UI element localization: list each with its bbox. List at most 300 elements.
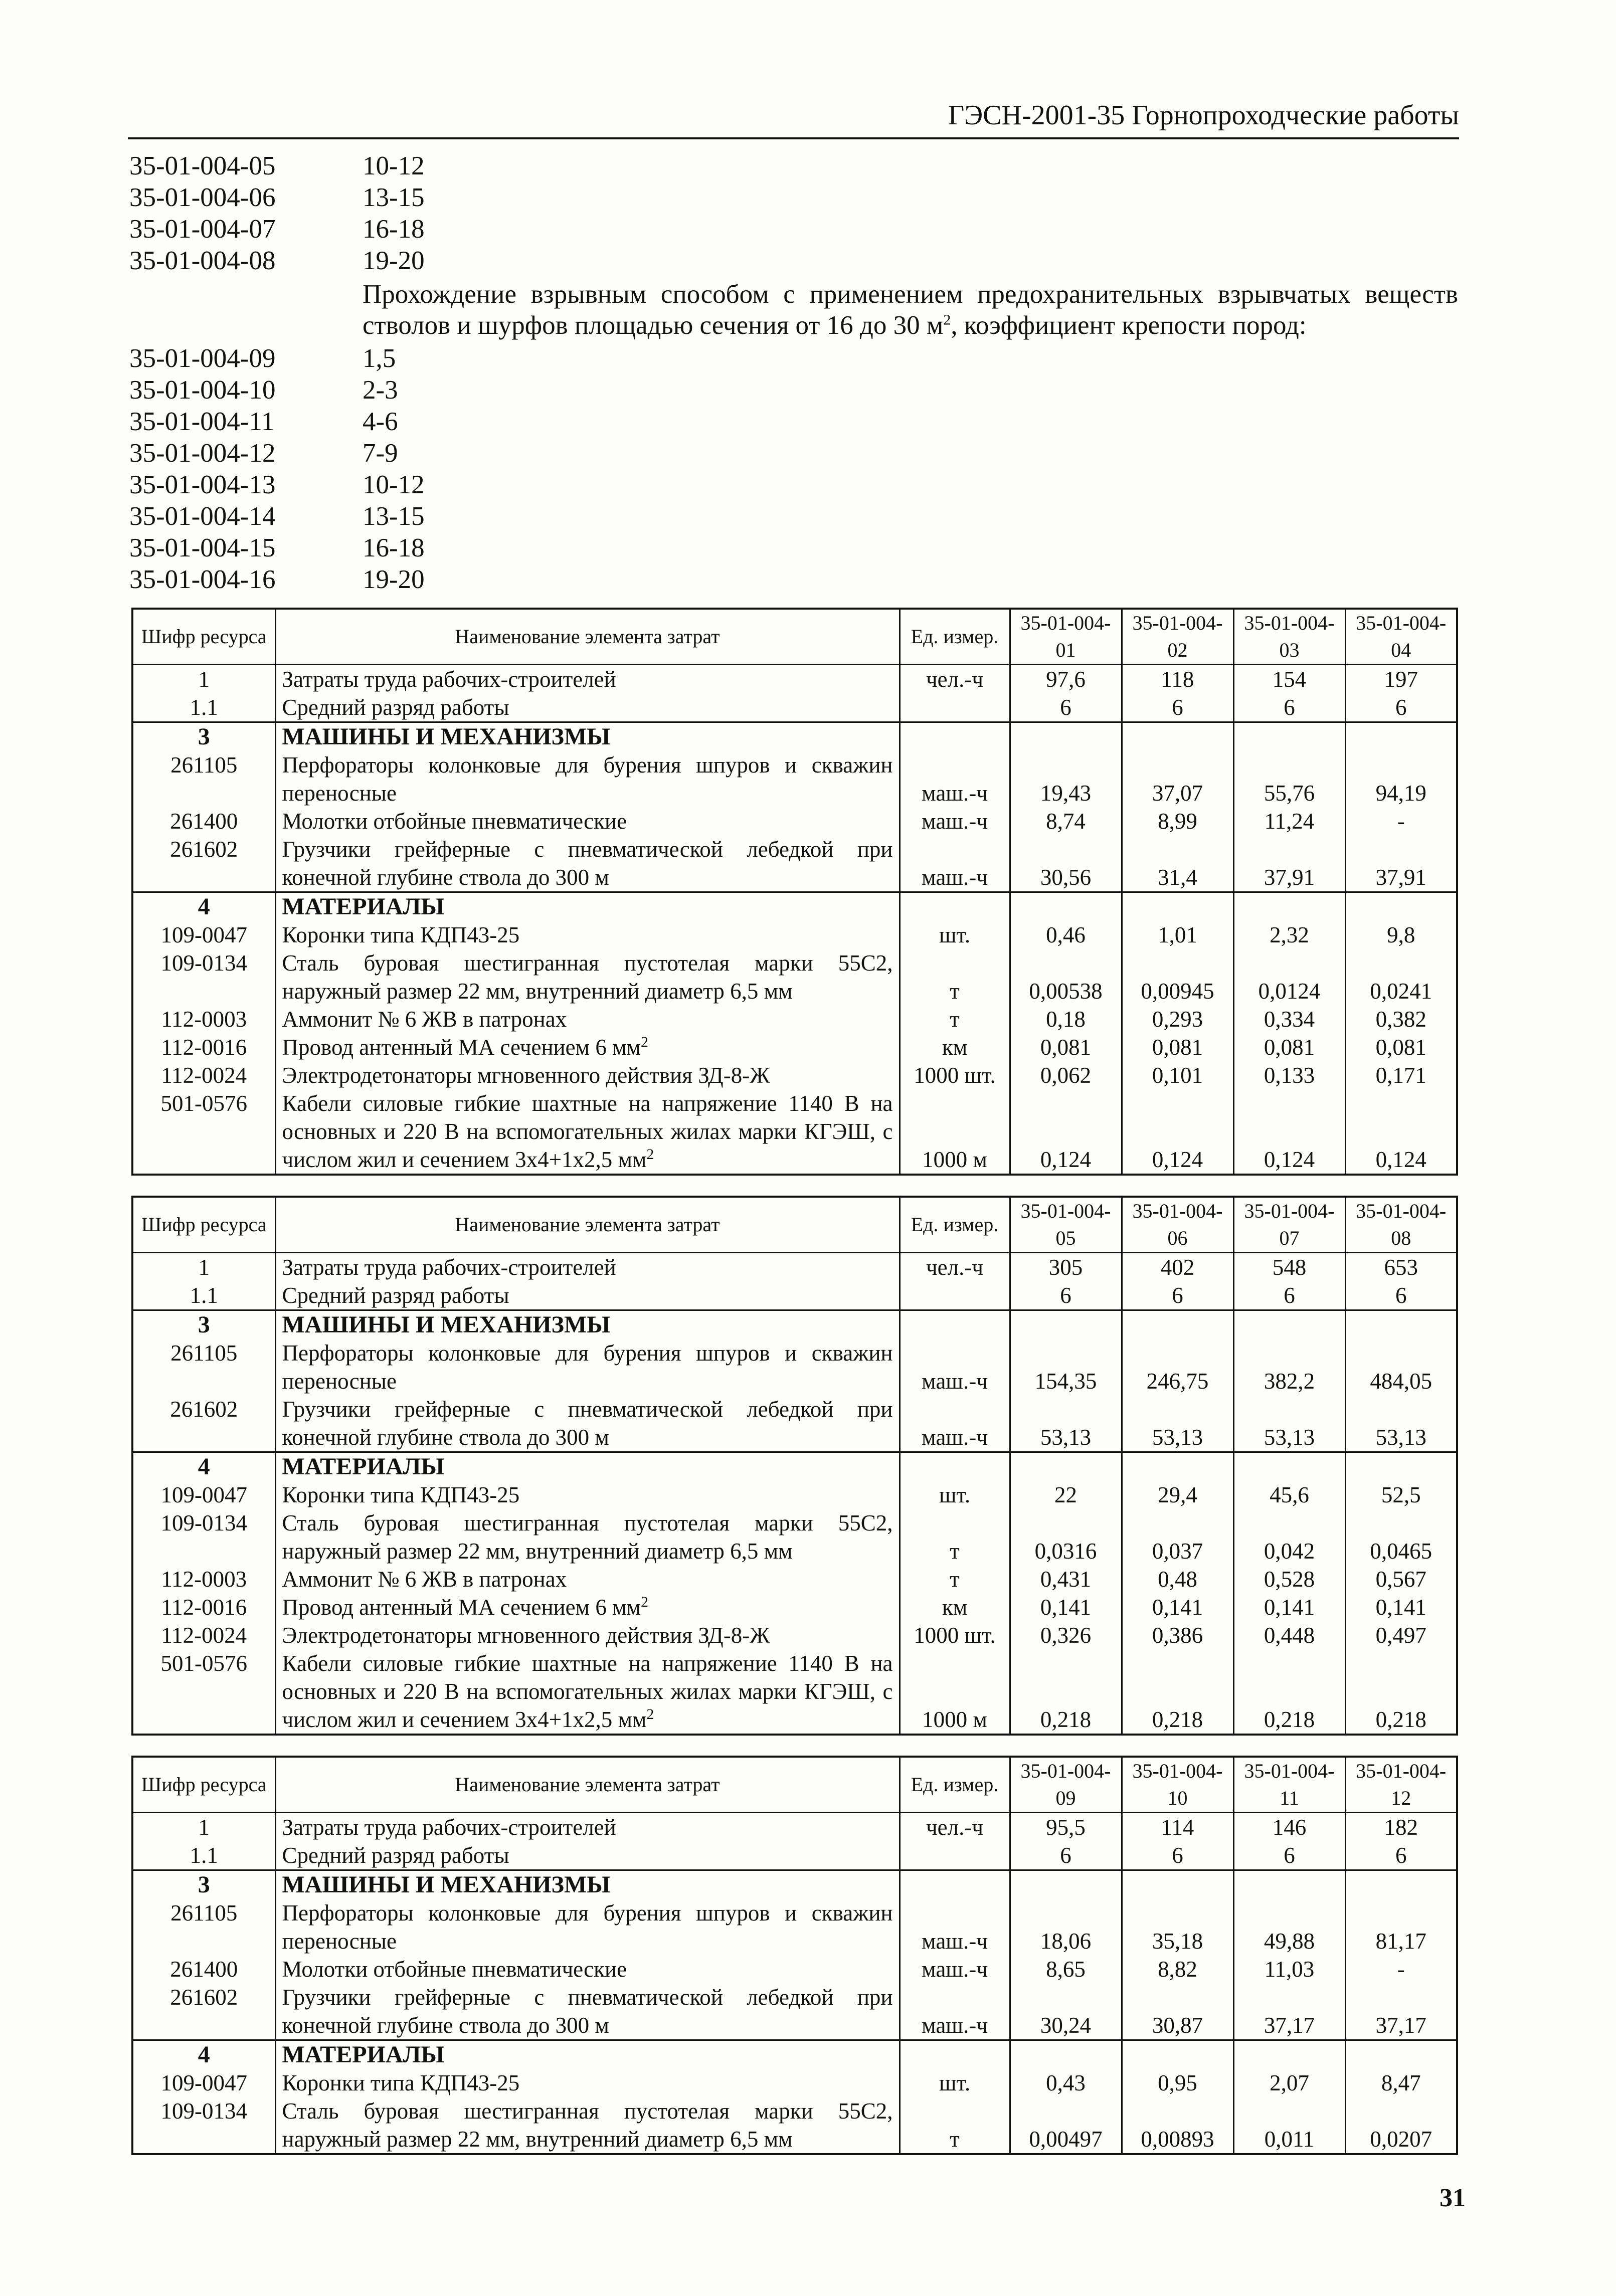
row-value: 0,293 <box>1122 1005 1233 1033</box>
table-row <box>132 1593 1457 1621</box>
row-value: 18,06 <box>1010 1899 1122 1955</box>
row-name-text: Молотки отбойные пневматические <box>282 809 627 834</box>
row-unit: маш.-ч <box>900 1339 1010 1395</box>
row-value: 0,124 <box>1122 1089 1233 1175</box>
header-norm-code: 35-01-004-11 <box>1233 1757 1345 1813</box>
row-value: 55,76 <box>1233 751 1345 807</box>
row-unit: т <box>900 1565 1010 1593</box>
row-name <box>275 1955 900 1983</box>
row-name-text: Кабели силовые гибкие шахтные на напряжение 1140 В на основных и 220 В на вспомогательных жилах марки КГЭШ, с числом жил и сечением 3х4+1х2,5 мм <box>282 1091 893 1172</box>
code-value: 35-01-004-13 <box>129 470 276 499</box>
row-value: 182 <box>1345 1813 1457 1842</box>
code-value: 35-01-004-15 <box>129 533 276 562</box>
row-value: 1,01 <box>1122 921 1233 949</box>
row-value: 0,062 <box>1010 1061 1122 1089</box>
row-value <box>1345 892 1457 921</box>
row-value: 305 <box>1010 1253 1122 1282</box>
header-norm-code: 35-01-004-04 <box>1345 609 1457 665</box>
row-value <box>1233 1310 1345 1340</box>
row-unit: маш.-ч <box>900 835 1010 892</box>
row-name-text: МАШИНЫ И МЕХАНИЗМЫ <box>282 1311 611 1338</box>
row-name-text: Коронки типа КДП43-25 <box>282 1482 520 1507</box>
row-value: 0,567 <box>1345 1565 1457 1593</box>
row-value: 6 <box>1122 1281 1233 1310</box>
row-name <box>275 1983 900 2040</box>
row-value: 402 <box>1122 1253 1233 1282</box>
row-unit: маш.-ч <box>900 1899 1010 1955</box>
row-name <box>275 1509 900 1565</box>
row-value <box>1010 2040 1122 2069</box>
header-norm-code: 35-01-004-07 <box>1233 1197 1345 1253</box>
row-value: 0,43 <box>1010 2069 1122 2097</box>
row-value: 11,03 <box>1233 1955 1345 1983</box>
row-value: 6 <box>1233 1841 1345 1870</box>
row-code: 261602 <box>132 1983 275 2040</box>
row-code: 109-0134 <box>132 2097 275 2154</box>
table-row <box>132 1621 1457 1649</box>
row-code: 4 <box>132 1452 275 1481</box>
row-value: 0,448 <box>1233 1621 1345 1649</box>
row-unit: чел.-ч <box>900 1253 1010 1282</box>
row-value <box>1345 722 1457 751</box>
resource-table-3 <box>131 1756 1458 2155</box>
row-unit: шт. <box>900 1481 1010 1509</box>
row-unit <box>900 1310 1010 1340</box>
row-value: - <box>1345 807 1457 835</box>
table-row <box>132 1955 1457 1983</box>
table-row <box>132 921 1457 949</box>
row-value: 6 <box>1345 693 1457 722</box>
row-unit: 1000 м <box>900 1089 1010 1175</box>
row-code: 261602 <box>132 835 275 892</box>
table-header-row <box>132 1197 1457 1253</box>
row-value <box>1122 1870 1233 1899</box>
row-name-text: Средний разряд работы <box>282 695 509 720</box>
code-range: 10-12 <box>363 151 425 180</box>
header-norm-code: 35-01-004-02 <box>1122 609 1233 665</box>
row-name-text: Электродетонаторы мгновенного действия ЗД-8-Ж <box>282 1063 770 1088</box>
header-code: Шифр ресурса <box>132 1757 275 1813</box>
row-name-text: Затраты труда рабочих-строителей <box>282 1815 616 1840</box>
row-value <box>1233 892 1345 921</box>
row-name-text: Грузчики грейферные с пневматической лебедкой при конечной глубине ствола до 300 м <box>282 1397 893 1450</box>
row-value: 0,124 <box>1345 1089 1457 1175</box>
table-row <box>132 1033 1457 1061</box>
row-value: 0,00893 <box>1122 2097 1233 2154</box>
row-value: 0,386 <box>1122 1621 1233 1649</box>
row-code: 3 <box>132 722 275 751</box>
row-unit: шт. <box>900 2069 1010 2097</box>
row-unit: шт. <box>900 921 1010 949</box>
row-code: 261602 <box>132 1395 275 1452</box>
header-name: Наименование элемента затрат <box>275 1197 900 1253</box>
row-value: 0,497 <box>1345 1621 1457 1649</box>
row-value: 0,00497 <box>1010 2097 1122 2154</box>
row-value: 382,2 <box>1233 1339 1345 1395</box>
row-name <box>275 1395 900 1452</box>
row-value: 94,19 <box>1345 751 1457 807</box>
table-row <box>132 949 1457 1005</box>
row-value: 37,17 <box>1233 1983 1345 2040</box>
row-name <box>275 1870 900 1899</box>
header-code: Шифр ресурса <box>132 1197 275 1253</box>
row-code: 1 <box>132 1253 275 1282</box>
row-value <box>1010 1870 1122 1899</box>
row-code: 4 <box>132 2040 275 2069</box>
row-name <box>275 1281 900 1310</box>
row-name-text: МАТЕРИАЛЫ <box>282 2041 445 2068</box>
row-unit: маш.-ч <box>900 1395 1010 1452</box>
row-code: 112-0016 <box>132 1033 275 1061</box>
row-value: 81,17 <box>1345 1899 1457 1955</box>
row-code: 112-0016 <box>132 1593 275 1621</box>
row-code: 261105 <box>132 1899 275 1955</box>
row-code: 501-0576 <box>132 1089 275 1175</box>
row-value: 30,87 <box>1122 1983 1233 2040</box>
code-range: 13-15 <box>363 502 425 531</box>
row-value: 53,13 <box>1345 1395 1457 1452</box>
row-name <box>275 693 900 722</box>
row-name-sup: 2 <box>641 1594 649 1610</box>
row-value <box>1122 1452 1233 1481</box>
row-name <box>275 1310 900 1340</box>
table-row <box>132 1841 1457 1870</box>
code-value: 35-01-004-06 <box>129 183 276 212</box>
row-value: 2,32 <box>1233 921 1345 949</box>
row-code: 1 <box>132 1813 275 1842</box>
row-value <box>1233 1452 1345 1481</box>
row-unit <box>900 722 1010 751</box>
row-code: 1.1 <box>132 693 275 722</box>
row-value <box>1233 722 1345 751</box>
header-unit: Ед. измер. <box>900 1197 1010 1253</box>
code-value: 35-01-004-14 <box>129 502 276 531</box>
header-code: Шифр ресурса <box>132 609 275 665</box>
row-name-text: Грузчики грейферные с пневматической лебедкой при конечной глубине ствола до 300 м <box>282 1985 893 2038</box>
row-value: 0,0124 <box>1233 949 1345 1005</box>
row-code: 109-0047 <box>132 2069 275 2097</box>
code-row <box>129 438 1458 469</box>
row-value <box>1010 1452 1122 1481</box>
row-value: 31,4 <box>1122 835 1233 892</box>
row-code: 109-0134 <box>132 1509 275 1565</box>
row-value: 0,18 <box>1010 1005 1122 1033</box>
row-value: 6 <box>1122 1841 1233 1870</box>
row-value: 0,0316 <box>1010 1509 1122 1565</box>
row-code: 109-0047 <box>132 921 275 949</box>
row-value: 45,6 <box>1233 1481 1345 1509</box>
code-list <box>129 150 1458 596</box>
row-name <box>275 2069 900 2097</box>
row-name <box>275 1452 900 1481</box>
code-range: 4-6 <box>363 407 398 436</box>
code-list-group-1 <box>129 150 1458 277</box>
row-name <box>275 1005 900 1033</box>
row-name-text: МАШИНЫ И МЕХАНИЗМЫ <box>282 1871 611 1898</box>
code-row <box>129 214 1458 245</box>
row-unit <box>900 1870 1010 1899</box>
row-value <box>1010 1310 1122 1340</box>
row-name-text: Аммонит № 6 ЖВ в патронах <box>282 1007 567 1032</box>
resource-table-1 <box>131 608 1458 1176</box>
code-row <box>129 406 1458 438</box>
row-value <box>1345 1452 1457 1481</box>
row-code: 261400 <box>132 1955 275 1983</box>
row-name <box>275 1593 900 1621</box>
row-value: 154,35 <box>1010 1339 1122 1395</box>
table-row <box>132 807 1457 835</box>
table-row <box>132 1005 1457 1033</box>
code-range: 16-18 <box>363 215 425 244</box>
row-code: 1 <box>132 665 275 694</box>
row-name <box>275 1339 900 1395</box>
row-value: 0,081 <box>1345 1033 1457 1061</box>
row-value <box>1345 2040 1457 2069</box>
row-value: 95,5 <box>1010 1813 1122 1842</box>
code-value: 35-01-004-05 <box>129 151 276 180</box>
row-name-text: Затраты труда рабочих-строителей <box>282 667 616 692</box>
row-code: 261105 <box>132 751 275 807</box>
row-value: 0,037 <box>1122 1509 1233 1565</box>
row-unit: маш.-ч <box>900 1955 1010 1983</box>
header-norm-code: 35-01-004-01 <box>1010 609 1122 665</box>
row-value: 0,46 <box>1010 921 1122 949</box>
code-value: 35-01-004-10 <box>129 375 276 405</box>
code-range: 2-3 <box>363 375 398 405</box>
row-value: 0,00945 <box>1122 949 1233 1005</box>
row-code: 1.1 <box>132 1841 275 1870</box>
table-row <box>132 1565 1457 1593</box>
row-code: 261400 <box>132 807 275 835</box>
row-value: 6 <box>1122 693 1233 722</box>
row-code: 3 <box>132 1310 275 1340</box>
row-value: 6 <box>1345 1281 1457 1310</box>
code-row <box>129 245 1458 277</box>
row-unit: чел.-ч <box>900 665 1010 694</box>
row-value: 0,528 <box>1233 1565 1345 1593</box>
row-value <box>1122 2040 1233 2069</box>
row-name-text: Коронки типа КДП43-25 <box>282 2070 520 2095</box>
code-value: 35-01-004-12 <box>129 439 276 468</box>
row-value: 0,081 <box>1010 1033 1122 1061</box>
row-value: 6 <box>1233 1281 1345 1310</box>
row-value: 0,00538 <box>1010 949 1122 1005</box>
row-value: 197 <box>1345 665 1457 694</box>
row-value: 37,17 <box>1345 1983 1457 2040</box>
row-name-text: Провод антенный МА сечением 6 мм <box>282 1595 641 1620</box>
row-value: 484,05 <box>1345 1339 1457 1395</box>
row-value: 0,382 <box>1345 1005 1457 1033</box>
row-value: 8,65 <box>1010 1955 1122 1983</box>
header-norm-code: 35-01-004-12 <box>1345 1757 1457 1813</box>
row-value: 146 <box>1233 1813 1345 1842</box>
row-name <box>275 835 900 892</box>
code-row <box>129 150 1458 182</box>
row-value: 0,141 <box>1122 1593 1233 1621</box>
row-value: 0,431 <box>1010 1565 1122 1593</box>
section-row <box>132 722 1457 751</box>
row-value: 0,141 <box>1345 1593 1457 1621</box>
table-row <box>132 1899 1457 1955</box>
row-value: 0,133 <box>1233 1061 1345 1089</box>
row-code: 112-0024 <box>132 1061 275 1089</box>
code-value: 35-01-004-11 <box>129 407 275 436</box>
row-value <box>1233 2040 1345 2069</box>
row-name-text: Коронки типа КДП43-25 <box>282 922 520 947</box>
code-range: 13-15 <box>363 183 425 212</box>
section-row <box>132 892 1457 921</box>
header-name: Наименование элемента затрат <box>275 1757 900 1813</box>
table-row <box>132 1983 1457 2040</box>
table-row <box>132 1481 1457 1509</box>
table-row <box>132 1509 1457 1565</box>
code-row <box>129 501 1458 532</box>
row-code: 501-0576 <box>132 1649 275 1735</box>
row-name-text: Сталь буровая шестигранная пустотелая марки 55С2, наружный размер 22 мм, внутренний диаметр 6,5 мм <box>282 950 893 1004</box>
row-value: 0,218 <box>1345 1649 1457 1735</box>
row-value: 53,13 <box>1010 1395 1122 1452</box>
row-value: 8,82 <box>1122 1955 1233 1983</box>
row-name <box>275 1061 900 1089</box>
row-value: 35,18 <box>1122 1899 1233 1955</box>
row-value: 49,88 <box>1233 1899 1345 1955</box>
code-row <box>129 564 1458 596</box>
row-code: 4 <box>132 892 275 921</box>
row-code: 3 <box>132 1870 275 1899</box>
section-description: Прохождение взрывным способом с применением предохранительных взрывчатых веществ стволов и шурфов площадью сечения от 16 до 30 $м^2$, коэффициент крепости пород: <box>363 280 1458 340</box>
row-value: 0,124 <box>1233 1089 1345 1175</box>
row-name-text: Перфораторы колонковые для бурения шпуров и скважин переносные <box>282 1341 893 1394</box>
row-code: 261105 <box>132 1339 275 1395</box>
row-name-text: Сталь буровая шестигранная пустотелая марки 55С2, наружный размер 22 мм, внутренний диаметр 6,5 мм <box>282 2098 893 2152</box>
code-range: 10-12 <box>363 470 425 499</box>
row-unit: т <box>900 2097 1010 2154</box>
row-name <box>275 1033 900 1061</box>
row-value: 8,74 <box>1010 807 1122 835</box>
row-name <box>275 722 900 751</box>
code-range: 19-20 <box>363 246 425 275</box>
row-value: 0,0465 <box>1345 1509 1457 1565</box>
header-norm-code: 35-01-004-08 <box>1345 1197 1457 1253</box>
row-name-sup: 2 <box>646 1706 654 1723</box>
row-value: 37,07 <box>1122 751 1233 807</box>
row-value: 0,218 <box>1010 1649 1122 1735</box>
row-value <box>1345 1870 1457 1899</box>
row-value: 11,24 <box>1233 807 1345 835</box>
row-name <box>275 1481 900 1509</box>
row-name-text: МАТЕРИАЛЫ <box>282 1453 445 1480</box>
row-name <box>275 1649 900 1735</box>
header-norm-code: 35-01-004-09 <box>1010 1757 1122 1813</box>
row-unit <box>900 1841 1010 1870</box>
row-name-text: Молотки отбойные пневматические <box>282 1957 627 1982</box>
row-name-sup: 2 <box>641 1034 649 1050</box>
row-unit: маш.-ч <box>900 751 1010 807</box>
table-row <box>132 751 1457 807</box>
row-value <box>1345 1310 1457 1340</box>
table-row <box>132 1281 1457 1310</box>
row-name <box>275 1813 900 1842</box>
header-unit: Ед. измер. <box>900 1757 1010 1813</box>
code-row <box>129 532 1458 564</box>
row-unit <box>900 1452 1010 1481</box>
row-unit: чел.-ч <box>900 1813 1010 1842</box>
row-value: 2,07 <box>1233 2069 1345 2097</box>
header-norm-code: 35-01-004-06 <box>1122 1197 1233 1253</box>
row-value: 548 <box>1233 1253 1345 1282</box>
row-unit: т <box>900 1509 1010 1565</box>
row-value: 0,334 <box>1233 1005 1345 1033</box>
row-value <box>1233 1870 1345 1899</box>
row-value: 6 <box>1010 1281 1122 1310</box>
row-value: 653 <box>1345 1253 1457 1282</box>
row-value: 37,91 <box>1233 835 1345 892</box>
table-row <box>132 693 1457 722</box>
table-header-row <box>132 1757 1457 1813</box>
row-value: 0,0207 <box>1345 2097 1457 2154</box>
row-value: 97,6 <box>1010 665 1122 694</box>
row-name-text: Аммонит № 6 ЖВ в патронах <box>282 1567 567 1592</box>
row-code: 109-0047 <box>132 1481 275 1509</box>
row-value: 29,4 <box>1122 1481 1233 1509</box>
row-value: 8,47 <box>1345 2069 1457 2097</box>
row-value: 30,24 <box>1010 1983 1122 2040</box>
row-value: 0,171 <box>1345 1061 1457 1089</box>
row-value: 9,8 <box>1345 921 1457 949</box>
row-value: 154 <box>1233 665 1345 694</box>
row-value: 37,91 <box>1345 835 1457 892</box>
row-name-text: Средний разряд работы <box>282 1843 509 1868</box>
table-row <box>132 1395 1457 1452</box>
table-header-row <box>132 609 1457 665</box>
row-unit: т <box>900 1005 1010 1033</box>
row-code: 112-0003 <box>132 1005 275 1033</box>
row-value <box>1122 892 1233 921</box>
row-name-text: Средний разряд работы <box>282 1283 509 1308</box>
row-name-text: Перфораторы колонковые для бурения шпуров и скважин переносные <box>282 1900 893 1954</box>
row-value: 0,95 <box>1122 2069 1233 2097</box>
row-value: 0,042 <box>1233 1509 1345 1565</box>
code-value: 35-01-004-07 <box>129 215 276 244</box>
table-row <box>132 1061 1457 1089</box>
row-value: 0,0241 <box>1345 949 1457 1005</box>
row-unit: т <box>900 949 1010 1005</box>
row-value: 0,081 <box>1233 1033 1345 1061</box>
row-name-text: Кабели силовые гибкие шахтные на напряжение 1140 В на основных и 220 В на вспомогательных жилах марки КГЭШ, с числом жил и сечением 3х4+1х2,5 мм <box>282 1651 893 1732</box>
header-title: ГЭСН-2001-35 Горнопроходческие работы <box>948 100 1459 131</box>
row-unit: км <box>900 1593 1010 1621</box>
row-name <box>275 1899 900 1955</box>
row-name-text: МАТЕРИАЛЫ <box>282 893 445 920</box>
table-row <box>132 1813 1457 1842</box>
header-name: Наименование элемента затрат <box>275 609 900 665</box>
row-value: 30,56 <box>1010 835 1122 892</box>
row-value: 53,13 <box>1122 1395 1233 1452</box>
row-value: 53,13 <box>1233 1395 1345 1452</box>
row-value <box>1010 722 1122 751</box>
row-name-text: Грузчики грейферные с пневматической лебедкой при конечной глубине ствола до 300 м <box>282 837 893 890</box>
page-number: 31 <box>1440 2184 1466 2212</box>
row-value <box>1122 722 1233 751</box>
table-row <box>132 665 1457 694</box>
row-name <box>275 751 900 807</box>
row-value: 0,218 <box>1122 1649 1233 1735</box>
code-value: 35-01-004-16 <box>129 565 276 594</box>
row-value: 0,011 <box>1233 2097 1345 2154</box>
row-value: 19,43 <box>1010 751 1122 807</box>
code-row <box>129 374 1458 406</box>
row-value: 8,99 <box>1122 807 1233 835</box>
